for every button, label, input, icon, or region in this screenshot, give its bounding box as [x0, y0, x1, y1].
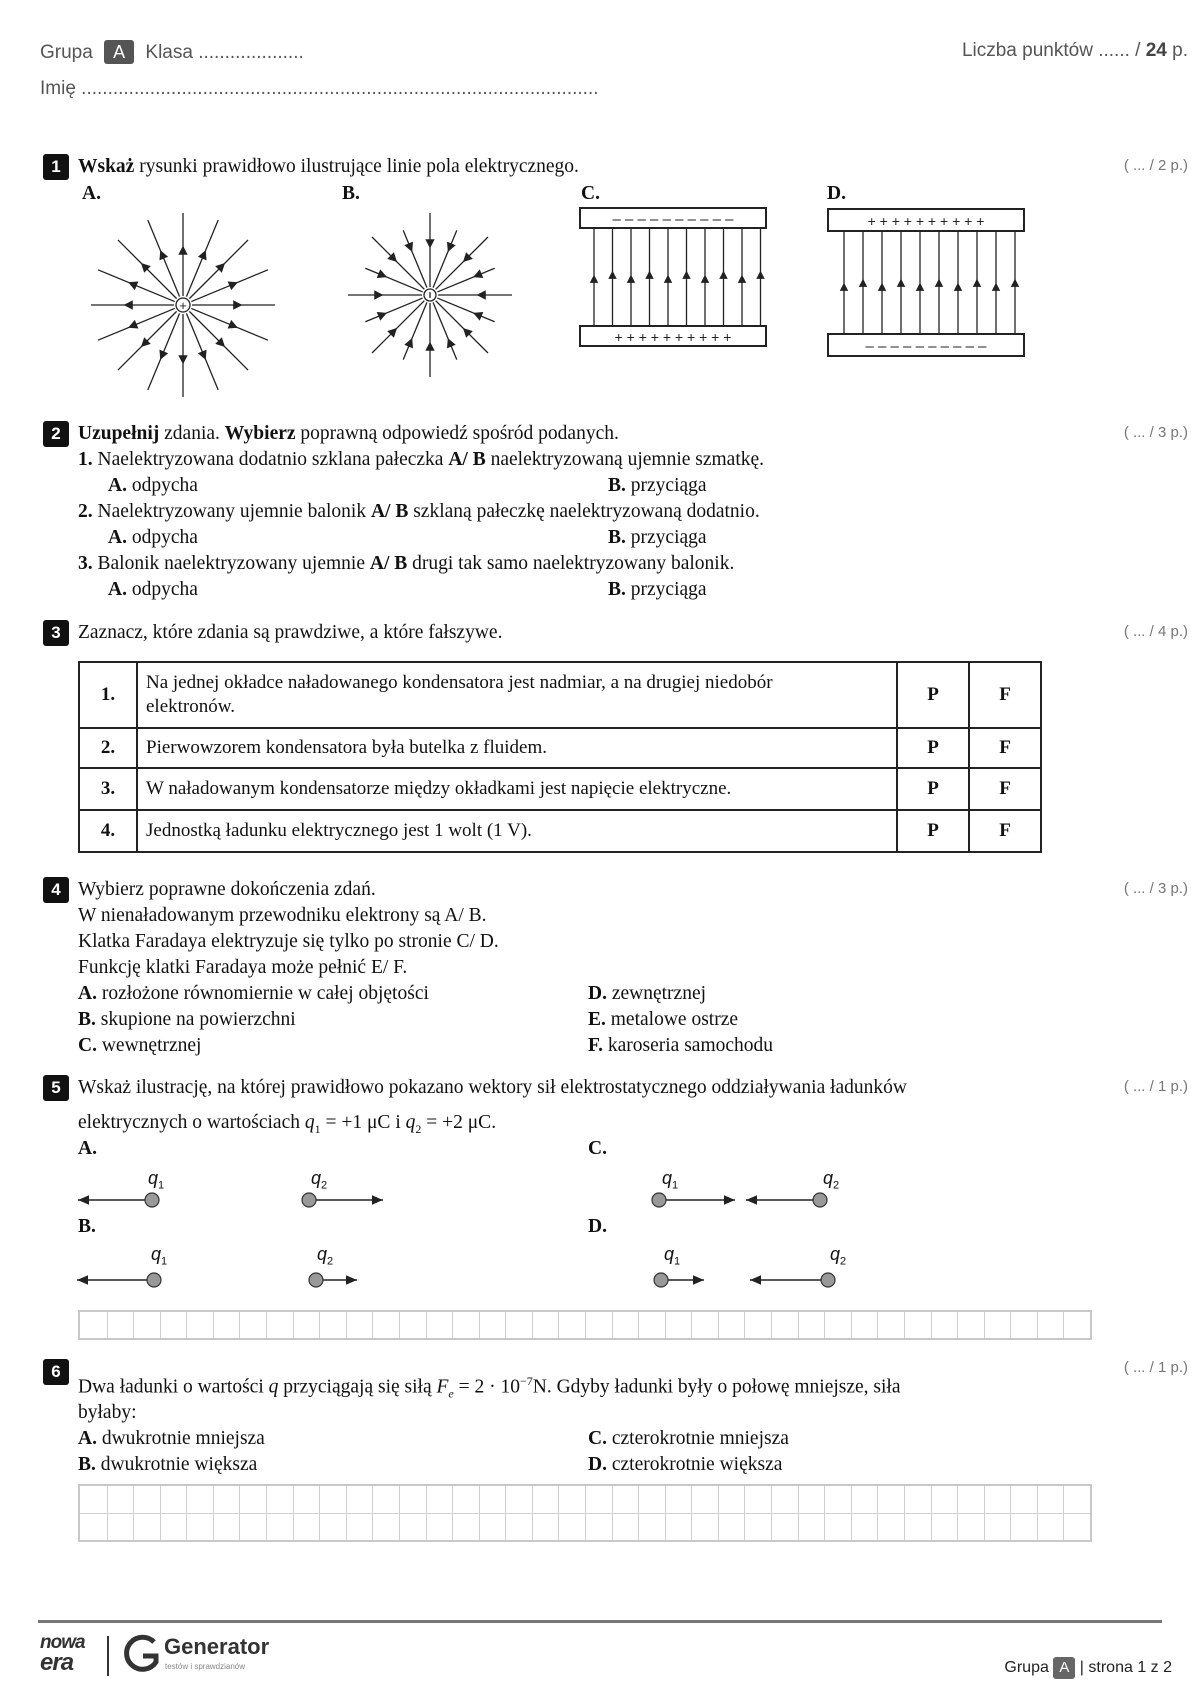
q2-item-1-post: naelektryzowaną ujemnie szmatkę.: [485, 449, 765, 470]
q4-option-d[interactable]: [588, 981, 706, 1007]
field-arrowhead: [129, 282, 137, 289]
tf-row-text: Jednostką ładunku elektrycznego jest 1 wolt (1 V).: [137, 810, 897, 852]
q1-label-b: B.: [342, 183, 360, 204]
field-arrowhead: [406, 243, 413, 251]
q2-item-2-pre: Naelektryzowany ujemnie balonik: [97, 501, 371, 522]
q6-formula-exp: −7: [519, 1374, 533, 1388]
question-6-text-line-1: [78, 1368, 901, 1406]
question-5-points: ( ... / 1 p.): [1123, 1078, 1188, 1095]
grid-cell-divider: [851, 1312, 852, 1338]
q-letter: q: [664, 1244, 675, 1264]
q2-item-3-choice[interactable]: A/ B: [369, 553, 408, 574]
figure-b-radial-field[interactable]: [345, 205, 515, 385]
q2-opt-b-key: B.: [608, 527, 626, 548]
q5-label-b: B.: [78, 1216, 96, 1237]
question-2-points: ( ... / 3 p.): [1123, 424, 1188, 441]
q5-q2-val: = +2 μC.: [421, 1112, 497, 1133]
q6-option-a[interactable]: [78, 1426, 265, 1452]
q4-line-3: Funkcję klatki Faradaya może pełnić E/ F.: [78, 957, 408, 978]
tf-true-option[interactable]: P: [897, 728, 969, 768]
q6-option-d-text: czterokrotnie większa: [611, 1454, 783, 1475]
tf-true-option[interactable]: P: [897, 810, 969, 852]
tf-false-option[interactable]: F: [969, 728, 1041, 768]
q-sub: 2: [840, 1255, 847, 1268]
q4-option-c-text: wewnętrznej: [101, 1035, 202, 1056]
q5-q2: q: [405, 1112, 416, 1133]
grid-cell-divider: [984, 1312, 985, 1338]
q2-opt-b-key: B.: [608, 579, 626, 600]
q6-text1a: Dwa ładunki o wartości: [78, 1376, 269, 1398]
footer-logo-separator: [107, 1636, 109, 1676]
q6-formula-f: F: [436, 1376, 449, 1398]
q2-item-1-b-text: przyciąga: [630, 475, 707, 496]
q4-option-d-key: D.: [588, 983, 607, 1004]
logo-era: era: [40, 1649, 74, 1676]
tf-row-num: 2.: [79, 728, 137, 768]
field-arrowhead: [898, 280, 904, 286]
q5-label-d: D.: [588, 1216, 607, 1237]
q4-option-a-key: A.: [78, 983, 97, 1004]
q2-item-3-option-b[interactable]: [608, 577, 707, 603]
grid-cell-divider: [479, 1312, 480, 1338]
q4-option-b[interactable]: [78, 1007, 296, 1033]
field-arrowhead: [646, 272, 652, 278]
question-number-1: 1: [43, 154, 69, 180]
field-line: [433, 230, 457, 287]
field-arrowhead: [993, 284, 999, 290]
q5-b-q2-label: [317, 1244, 333, 1268]
q2-item-2-post: szklaną pałeczkę naelektryzowaną dodatnio.: [408, 501, 760, 522]
grid-cell-divider: [133, 1312, 134, 1338]
grid-cell-divider: [718, 1312, 719, 1338]
grid-cell-divider: [558, 1312, 559, 1338]
field-arrowhead: [936, 280, 942, 286]
q6-option-b-key: B.: [78, 1454, 96, 1475]
q1-text: rysunki prawidłowo ilustrujące linie pola elektrycznego.: [134, 156, 579, 177]
field-arrowhead: [879, 284, 885, 290]
field-arrowhead: [841, 284, 847, 290]
table-row: [79, 728, 1041, 768]
figure-c-bottom-plate-signs: + + + + + + + + + +: [614, 329, 732, 345]
q2-item-3-b-text: przyciąga: [630, 579, 707, 600]
grid-cell-divider: [532, 1312, 533, 1338]
option-d-vectors[interactable]: [654, 1273, 835, 1287]
q5-label-a: A.: [78, 1138, 97, 1159]
q-sub: 2: [321, 1179, 328, 1192]
q6-formula-sub: e: [448, 1386, 454, 1401]
grid-cell-divider: [1010, 1312, 1011, 1338]
question-number-5: 5: [43, 1075, 69, 1101]
grid-cell-divider: [107, 1312, 108, 1338]
field-arrowhead: [591, 276, 597, 282]
points-total: [962, 40, 1188, 62]
grid-cell-divider: [319, 1312, 320, 1338]
tf-row-text: W naładowanym kondensatorze między okładkami jest napięcie elektryczne.: [137, 768, 897, 810]
grid-cell-divider: [931, 1312, 932, 1338]
figure-c-top-plate-signs: – – – – – – – – – –: [612, 211, 734, 228]
question-2-text: [78, 421, 619, 447]
field-arrowhead: [160, 251, 167, 259]
footer-page-info: [1004, 1657, 1172, 1679]
question-number-6: 6: [43, 1359, 69, 1385]
table-row: [79, 768, 1041, 810]
figure-c-capacitor[interactable]: [578, 206, 770, 352]
q-letter: q: [311, 1168, 322, 1188]
field-arrowhead: [406, 339, 413, 347]
generator-subtitle: testów i sprawdzianów: [165, 1662, 246, 1671]
field-arrowhead: [448, 339, 455, 347]
q2-item-2-b-text: przyciąga: [630, 527, 707, 548]
grid-cell-divider: [798, 1312, 799, 1338]
q-sub: 1: [674, 1255, 681, 1268]
field-arrowhead: [448, 243, 455, 251]
q5-c-q2-label: [823, 1168, 839, 1192]
question-1-points: ( ... / 2 p.): [1123, 157, 1188, 174]
grid-cell-divider: [505, 1312, 506, 1338]
q4-option-b-key: B.: [78, 1009, 96, 1030]
generator-g-icon: [122, 1634, 162, 1676]
q2-text1: zdania.: [159, 423, 225, 444]
q-letter: q: [317, 1244, 328, 1264]
question-5-text-line-1: Wskaż ilustrację, na której prawidłowo pokazano wektory sił elektrostatycznego oddziaływania ładunków: [78, 1077, 908, 1098]
q2-item-2: [78, 499, 760, 525]
tf-true-option[interactable]: P: [897, 768, 969, 810]
field-arrowhead: [375, 291, 382, 298]
grid-cell-divider: [1063, 1312, 1064, 1338]
q4-option-f-text: karoseria samochodu: [607, 1035, 774, 1056]
q6-option-a-key: A.: [78, 1428, 97, 1449]
field-arrowhead: [860, 280, 866, 286]
grid-cell-divider: [877, 1312, 878, 1338]
q-sub: 2: [833, 1179, 840, 1192]
field-arrowhead: [129, 321, 137, 328]
field-arrowhead: [702, 276, 708, 282]
field-arrowhead: [160, 351, 167, 359]
grid-cell-divider: [957, 1312, 958, 1338]
field-arrowhead: [179, 356, 186, 363]
q6-text1b: przyciągają się siłą: [278, 1376, 437, 1398]
grid-row-divider: [80, 1513, 1090, 1514]
figure-d-bottom-plate-signs: – – – – – – – – – –: [865, 338, 987, 355]
footer-page-number: | strona 1 z 2: [1079, 1659, 1172, 1676]
table-row: [79, 662, 1041, 728]
q6-option-c[interactable]: [588, 1426, 789, 1452]
q2-item-1: [78, 447, 764, 473]
field-arrowhead: [628, 276, 634, 282]
q4-option-e-key: E.: [588, 1009, 606, 1030]
q2-item-3-pre: Balonik naelektryzowany ujemnie: [97, 553, 370, 574]
footer-grupa-label: Grupa: [1004, 1659, 1049, 1676]
q2-item-2-choice[interactable]: A/ B: [370, 501, 409, 522]
grid-cell-divider: [346, 1312, 347, 1338]
grid-cell-divider: [824, 1312, 825, 1338]
generator-title: Generator: [164, 1634, 270, 1659]
q6-text1c: N. Gdyby ładunki były o połowę mniejsze, siła: [532, 1376, 901, 1398]
question-number-4: 4: [43, 877, 69, 903]
q4-line-2: Klatka Faradaya elektryzuje się tylko po stronie C/ D.: [78, 931, 499, 952]
question-number-2: 2: [43, 421, 69, 447]
question-4-text: Wybierz poprawne dokończenia zdań.: [78, 879, 376, 900]
q5-c-q1-label: [662, 1168, 678, 1192]
q2-item-1-option-a[interactable]: [108, 473, 198, 499]
tf-row-num: 4.: [79, 810, 137, 852]
q-letter: q: [830, 1244, 841, 1264]
q6-option-b[interactable]: [78, 1452, 257, 1478]
field-line: [403, 230, 427, 287]
field-arrowhead: [199, 351, 206, 359]
field-line: [437, 298, 494, 322]
table-row: [79, 810, 1041, 852]
option-a-vectors[interactable]: [78, 1193, 383, 1207]
q2-item-3-option-a[interactable]: [108, 577, 198, 603]
q5-text2a: elektrycznych o wartościach: [78, 1112, 305, 1133]
grid-cell-divider: [372, 1312, 373, 1338]
field-arrowhead: [199, 251, 206, 259]
q2-opt-a-key: A.: [108, 579, 127, 600]
q6-option-d-key: D.: [588, 1454, 607, 1475]
q-letter: q: [151, 1244, 162, 1264]
q-letter: q: [148, 1168, 159, 1188]
tf-row-text: Pierwowzorem kondensatora była butelka z fluidem.: [137, 728, 897, 768]
grid-cell-divider: [665, 1312, 666, 1338]
q-sub: 1: [158, 1179, 165, 1192]
field-arrowhead: [229, 321, 237, 328]
q2-item-1-option-b[interactable]: [608, 473, 707, 499]
question-3-points: ( ... / 4 p.): [1123, 623, 1188, 640]
q1-label-a: A.: [82, 183, 101, 204]
nowa-era-logo: [40, 1632, 94, 1676]
figure-d-top-plate-signs: + + + + + + + + + +: [867, 213, 985, 229]
footer-grupa-badge: A: [1053, 1657, 1075, 1679]
field-arrowhead: [378, 313, 386, 320]
grid-cell-divider: [293, 1312, 294, 1338]
grid-cell-divider: [186, 1312, 187, 1338]
q2-item-2-num: 2.: [78, 501, 93, 522]
q-sub: 1: [161, 1255, 168, 1268]
field-arrowhead: [125, 301, 132, 308]
logo-nowa: nowa: [40, 1632, 85, 1653]
q2-item-2-option-a[interactable]: [108, 525, 198, 551]
q4-option-e-text: metalowe ostrze: [610, 1009, 739, 1030]
field-arrowhead: [426, 343, 433, 350]
question-5-text-line-2: [78, 1110, 496, 1142]
q1-bold: Wskaż: [78, 156, 135, 177]
grid-cell-divider: [266, 1312, 267, 1338]
q5-vector-diagrams[interactable]: [60, 1150, 1100, 1320]
q4-option-b-text: skupione na powierzchni: [100, 1009, 296, 1030]
q4-option-d-text: zewnętrznej: [611, 983, 707, 1004]
field-arrowhead: [474, 271, 482, 278]
q2-bold2: Wybierz: [224, 423, 296, 444]
q5-d-q1-label: [664, 1244, 680, 1268]
field-arrowhead: [474, 313, 482, 320]
tf-true-option[interactable]: P: [897, 662, 969, 728]
q6-answer-grid[interactable]: [78, 1484, 1092, 1542]
q2-opt-b-key: B.: [608, 475, 626, 496]
field-arrowhead: [720, 272, 726, 278]
q2-item-3-post: drugi tak samo naelektryzowany balonik.: [407, 553, 735, 574]
field-arrowhead: [478, 291, 485, 298]
option-c-vectors[interactable]: [652, 1193, 827, 1207]
grid-cell-divider: [399, 1312, 400, 1338]
q5-a-q1-label: [148, 1168, 164, 1192]
grid-cell-divider: [638, 1312, 639, 1338]
field-arrowhead: [609, 272, 615, 278]
question-1-text: [78, 154, 579, 180]
question-6-text-line-2: byłaby:: [78, 1402, 137, 1423]
field-arrowhead: [955, 284, 961, 290]
question-number-3: 3: [43, 620, 69, 646]
q-sub: 1: [672, 1179, 679, 1192]
svg-text:+: +: [179, 298, 187, 313]
grid-cell-divider: [904, 1312, 905, 1338]
grid-cell-divider: [452, 1312, 453, 1338]
q2-item-1-num: 1.: [78, 449, 93, 470]
field-arrowhead: [974, 280, 980, 286]
grupa-badge: A: [104, 40, 134, 64]
tf-false-option[interactable]: F: [969, 768, 1041, 810]
q6-option-d[interactable]: [588, 1452, 782, 1478]
q5-answer-grid[interactable]: [78, 1310, 1092, 1340]
field-line: [437, 268, 494, 292]
field-arrowhead: [683, 272, 689, 278]
grid-cell-divider: [585, 1312, 586, 1338]
q5-label-c: C.: [588, 1138, 607, 1159]
grid-cell-divider: [426, 1312, 427, 1338]
q6-option-c-text: czterokrotnie mniejsza: [611, 1428, 789, 1449]
q4-option-a-text: rozłożone równomiernie w całej objętości: [101, 983, 429, 1004]
q2-text2: poprawną odpowiedź spośród podanych.: [295, 423, 619, 444]
q6-option-a-text: dwukrotnie mniejsza: [101, 1428, 265, 1449]
q2-opt-a-key: A.: [108, 475, 127, 496]
field-arrowhead: [234, 301, 241, 308]
grid-cell-divider: [1037, 1312, 1038, 1338]
grid-cell-divider: [612, 1312, 613, 1338]
q4-option-e[interactable]: [588, 1007, 738, 1033]
figure-d-capacitor[interactable]: [826, 206, 1028, 362]
field-line: [433, 302, 457, 359]
points-unit: p.: [1172, 40, 1188, 61]
tf-row-text: Na jednej okładce naładowanego kondensatora jest nadmiar, a na drugiej niedobór elektronów.: [137, 662, 897, 728]
tf-false-option[interactable]: F: [969, 662, 1041, 728]
question-4-points: ( ... / 3 p.): [1123, 880, 1188, 897]
field-line: [403, 302, 427, 359]
q5-a-q2-label: [311, 1168, 327, 1192]
q2-item-1-a-text: odpycha: [131, 475, 198, 496]
q6-formula-val: = 2 · 10: [453, 1376, 520, 1398]
field-arrowhead: [665, 276, 671, 282]
grid-cell-divider: [744, 1312, 745, 1338]
q6-option-c-key: C.: [588, 1428, 607, 1449]
q1-label-d: D.: [827, 183, 846, 204]
tf-row-num: 1.: [79, 662, 137, 728]
q5-q1-val: = +1 μC i: [320, 1112, 406, 1133]
field-line: [365, 298, 422, 322]
q2-opt-a-key: A.: [108, 527, 127, 548]
q2-item-1-pre: Naelektryzowana dodatnio szklana pałeczka: [97, 449, 449, 470]
q5-q1: q: [304, 1112, 315, 1133]
grid-cell-divider: [239, 1312, 240, 1338]
klasa-field[interactable]: Klasa ....................: [145, 42, 304, 63]
q5-d-q2-label: [830, 1244, 846, 1268]
grid-cell-divider: [691, 1312, 692, 1338]
q1-label-c: C.: [581, 183, 600, 204]
q4-option-a[interactable]: [78, 981, 429, 1007]
imie-field[interactable]: Imię ..................................................................................................: [40, 78, 599, 99]
question-6-points: ( ... / 1 p.): [1123, 1359, 1188, 1376]
field-arrowhead: [426, 240, 433, 247]
question-3-text: Zaznacz, które zdania są prawdziwe, a które fałszywe.: [78, 622, 503, 643]
grid-cell-divider: [771, 1312, 772, 1338]
q2-item-1-choice[interactable]: A/ B: [448, 449, 486, 470]
field-arrowhead: [739, 276, 745, 282]
grid-cell-divider: [213, 1312, 214, 1338]
q4-option-f-key: F.: [588, 1035, 603, 1056]
footer-divider: [38, 1620, 1162, 1623]
option-b-vectors[interactable]: [77, 1273, 357, 1287]
points-label: Liczba punktów ...... /: [961, 40, 1141, 61]
field-arrowhead: [1012, 280, 1018, 286]
true-false-table: [78, 661, 1042, 853]
q2-item-3-num: 3.: [78, 553, 93, 574]
q-letter: q: [823, 1168, 834, 1188]
q4-option-f[interactable]: [588, 1033, 773, 1059]
field-arrowhead: [378, 271, 386, 278]
points-total-value: 24: [1145, 40, 1167, 61]
q5-q1-sub: 1: [314, 1121, 321, 1136]
q5-q2-sub: 2: [415, 1121, 422, 1136]
q6-q: q: [268, 1376, 279, 1398]
tf-row-num: 3.: [79, 768, 137, 810]
field-line: [365, 268, 422, 292]
field-arrowhead: [757, 272, 763, 278]
q4-option-c[interactable]: [78, 1033, 201, 1059]
q5-b-q1-label: [151, 1244, 167, 1268]
q4-line-1: W nienaładowanym przewodniku elektrony są A/ B.: [78, 905, 487, 926]
q2-bold1: Uzupełnij: [78, 423, 160, 444]
grupa-label: Grupa: [40, 42, 93, 63]
tf-false-option[interactable]: F: [969, 810, 1041, 852]
q-letter: q: [662, 1168, 673, 1188]
header-group: [40, 40, 304, 64]
field-arrowhead: [179, 247, 186, 254]
field-arrowhead: [917, 284, 923, 290]
q6-option-b-text: dwukrotnie większa: [100, 1454, 258, 1475]
field-arrowhead: [229, 282, 237, 289]
q4-option-c-key: C.: [78, 1035, 97, 1056]
figure-a-radial-field[interactable]: [88, 205, 278, 405]
grid-cell-divider: [160, 1312, 161, 1338]
q-sub: 2: [327, 1255, 334, 1268]
q2-item-2-a-text: odpycha: [131, 527, 198, 548]
q2-item-3-a-text: odpycha: [131, 579, 198, 600]
q2-item-3: [78, 551, 734, 577]
q2-item-2-option-b[interactable]: [608, 525, 707, 551]
